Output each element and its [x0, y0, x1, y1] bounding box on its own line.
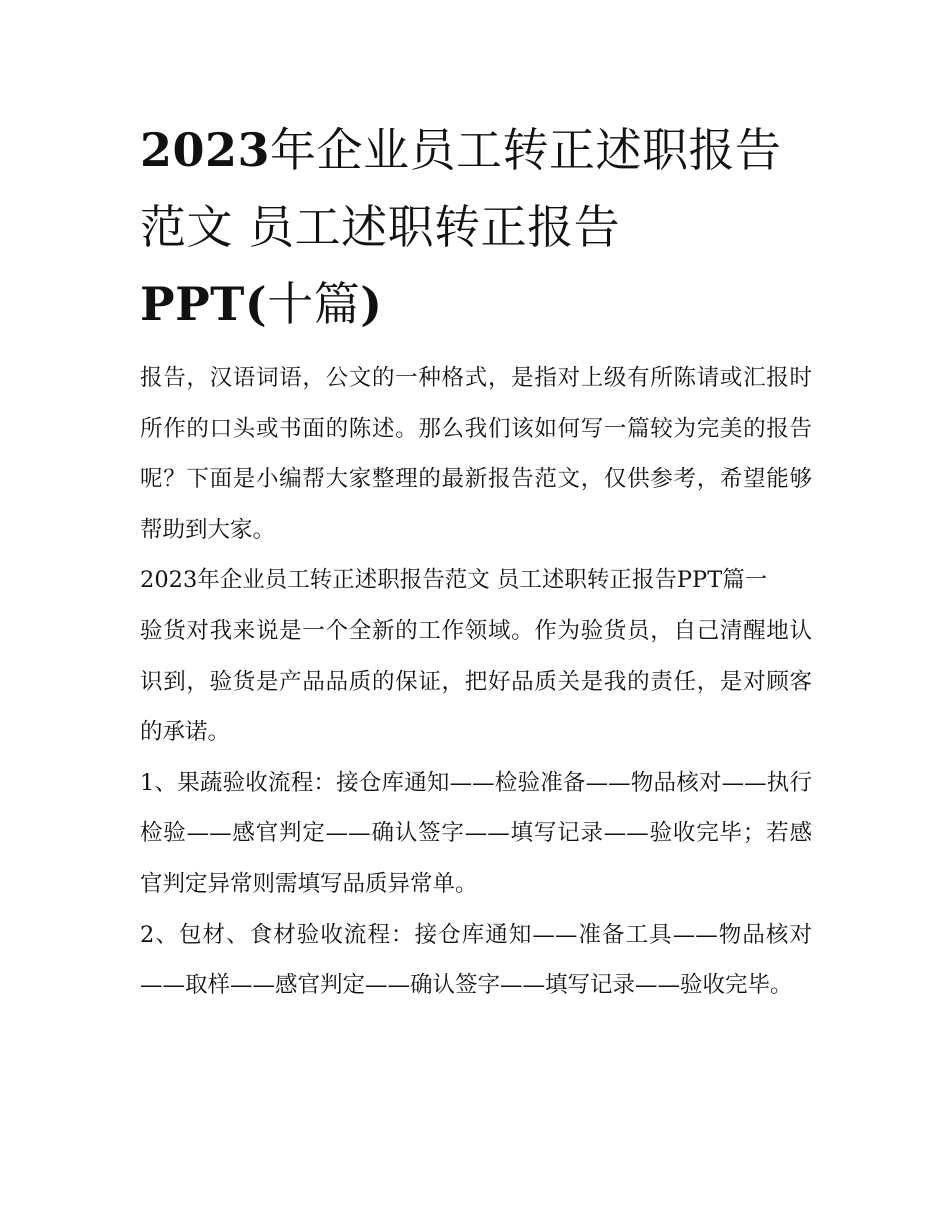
title-line2: 范文 员工述职转正报告	[140, 200, 621, 254]
title-ppt: PPT(	[140, 277, 268, 331]
document-page	[140, 112, 812, 1011]
title-year: 2023	[140, 123, 271, 177]
title-close-paren: )	[360, 277, 383, 331]
list-item-fruit-veg: 1、果蔬验收流程：接仓库通知——检验准备——物品核对——执行检验——感官判定——确认签字——填写记录——验收完毕；若感官判定异常则需填写品质异常单。	[140, 769, 812, 897]
document-title	[140, 112, 812, 343]
title-count: 十篇	[267, 277, 361, 331]
title-line1: 年企业员工转正述职报告	[270, 123, 782, 177]
body-paragraph: 验货对我来说是一个全新的工作领域。作为验货员，自己清醒地认识到，验货是产品品质的保证，把好品质关是我的责任，是对顾客的承诺。	[140, 617, 812, 746]
list-item-packaging-food: 2、包材、食材验收流程：接仓库通知——准备工具——物品核对——取样——感官判定——确认签字——填写记录——验收完毕。	[140, 921, 812, 999]
intro-paragraph: 报告，汉语词语，公文的一种格式，是指对上级有所陈请或汇报时所作的口头或书面的陈述。那么我们该如何写一篇较为完美的报告呢？下面是小编帮大家整理的最新报告范文，仅供参考，希望能够帮助到大家。	[140, 365, 812, 543]
section-heading: 2023年企业员工转正述职报告范文 员工述职转正报告PPT篇一	[140, 567, 768, 594]
